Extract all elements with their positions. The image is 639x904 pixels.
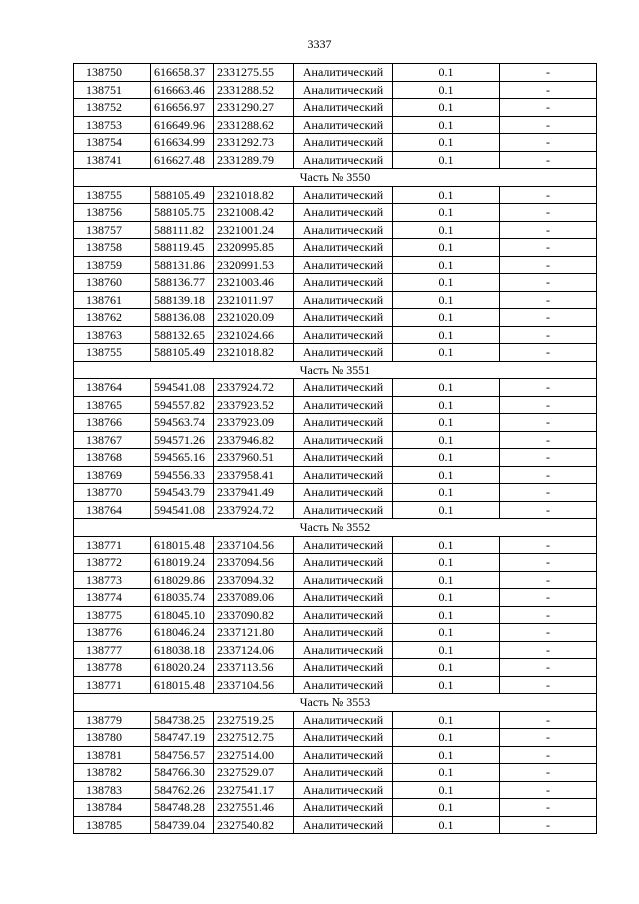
y-coordinate-cell: 2337923.09 [214, 414, 294, 432]
note-cell: - [500, 431, 597, 449]
method-cell: Аналитический [294, 186, 393, 204]
x-coordinate-cell: 594543.79 [151, 484, 214, 502]
table-row [74, 81, 597, 99]
y-coordinate-cell: 2331288.52 [214, 81, 294, 99]
point-id-cell: 138754 [74, 134, 151, 152]
table-row [74, 414, 597, 432]
y-coordinate-cell: 2327551.46 [214, 799, 294, 817]
method-cell: Аналитический [294, 309, 393, 327]
table-row [74, 571, 597, 589]
x-coordinate-cell: 594556.33 [151, 466, 214, 484]
note-cell: - [500, 501, 597, 519]
accuracy-cell: 0.1 [393, 116, 500, 134]
point-id-cell: 138776 [74, 624, 151, 642]
table-row [74, 466, 597, 484]
accuracy-cell: 0.1 [393, 151, 500, 169]
accuracy-cell: 0.1 [393, 326, 500, 344]
y-coordinate-cell: 2331292.73 [214, 134, 294, 152]
point-id-cell: 138758 [74, 239, 151, 257]
point-id-cell: 138766 [74, 414, 151, 432]
y-coordinate-cell: 2337121.80 [214, 624, 294, 642]
x-coordinate-cell: 588119.45 [151, 239, 214, 257]
x-coordinate-cell: 594571.26 [151, 431, 214, 449]
note-cell: - [500, 99, 597, 117]
table-row [74, 484, 597, 502]
method-cell: Аналитический [294, 64, 393, 82]
method-cell: Аналитический [294, 326, 393, 344]
y-coordinate-cell: 2337923.52 [214, 396, 294, 414]
method-cell: Аналитический [294, 554, 393, 572]
x-coordinate-cell: 584756.57 [151, 746, 214, 764]
note-cell: - [500, 64, 597, 82]
x-coordinate-cell: 594541.08 [151, 379, 214, 397]
method-cell: Аналитический [294, 816, 393, 834]
y-coordinate-cell: 2321003.46 [214, 274, 294, 292]
accuracy-cell: 0.1 [393, 414, 500, 432]
method-cell: Аналитический [294, 711, 393, 729]
table-row [74, 309, 597, 327]
accuracy-cell: 0.1 [393, 186, 500, 204]
table-row [74, 501, 597, 519]
accuracy-cell: 0.1 [393, 536, 500, 554]
table-row [74, 291, 597, 309]
x-coordinate-cell: 588132.65 [151, 326, 214, 344]
note-cell: - [500, 291, 597, 309]
note-cell: - [500, 379, 597, 397]
page-number: 3337 [307, 37, 332, 51]
accuracy-cell: 0.1 [393, 256, 500, 274]
y-coordinate-cell: 2337946.82 [214, 431, 294, 449]
table-row [74, 396, 597, 414]
y-coordinate-cell: 2320991.53 [214, 256, 294, 274]
y-coordinate-cell: 2331275.55 [214, 64, 294, 82]
y-coordinate-cell: 2331290.27 [214, 99, 294, 117]
y-coordinate-cell: 2337924.72 [214, 379, 294, 397]
note-cell: - [500, 536, 597, 554]
accuracy-cell: 0.1 [393, 589, 500, 607]
section-header-row [74, 169, 597, 187]
section-title: Часть № 3553 [74, 694, 597, 712]
accuracy-cell: 0.1 [393, 729, 500, 747]
note-cell: - [500, 659, 597, 677]
y-coordinate-cell: 2337094.32 [214, 571, 294, 589]
section-header-row [74, 694, 597, 712]
section-title: Часть № 3551 [74, 361, 597, 379]
accuracy-cell: 0.1 [393, 606, 500, 624]
y-coordinate-cell: 2337089.06 [214, 589, 294, 607]
point-id-cell: 138756 [74, 204, 151, 222]
accuracy-cell: 0.1 [393, 396, 500, 414]
accuracy-cell: 0.1 [393, 571, 500, 589]
accuracy-cell: 0.1 [393, 676, 500, 694]
section-title: Часть № 3552 [74, 519, 597, 537]
method-cell: Аналитический [294, 449, 393, 467]
point-id-cell: 138762 [74, 309, 151, 327]
x-coordinate-cell: 618045.10 [151, 606, 214, 624]
table-row [74, 816, 597, 834]
table-row [74, 326, 597, 344]
point-id-cell: 138772 [74, 554, 151, 572]
accuracy-cell: 0.1 [393, 484, 500, 502]
y-coordinate-cell: 2337104.56 [214, 536, 294, 554]
note-cell: - [500, 186, 597, 204]
method-cell: Аналитический [294, 431, 393, 449]
y-coordinate-cell: 2337113.56 [214, 659, 294, 677]
note-cell: - [500, 256, 597, 274]
table-row [74, 449, 597, 467]
table-row [74, 641, 597, 659]
y-coordinate-cell: 2337094.56 [214, 554, 294, 572]
point-id-cell: 138779 [74, 711, 151, 729]
method-cell: Аналитический [294, 134, 393, 152]
note-cell: - [500, 729, 597, 747]
point-id-cell: 138780 [74, 729, 151, 747]
x-coordinate-cell: 588136.77 [151, 274, 214, 292]
method-cell: Аналитический [294, 729, 393, 747]
table-row [74, 239, 597, 257]
point-id-cell: 138752 [74, 99, 151, 117]
note-cell: - [500, 449, 597, 467]
method-cell: Аналитический [294, 799, 393, 817]
point-id-cell: 138764 [74, 379, 151, 397]
accuracy-cell: 0.1 [393, 466, 500, 484]
table-row [74, 134, 597, 152]
note-cell: - [500, 711, 597, 729]
section-header-row [74, 361, 597, 379]
table-row [74, 431, 597, 449]
x-coordinate-cell: 616658.37 [151, 64, 214, 82]
accuracy-cell: 0.1 [393, 431, 500, 449]
note-cell: - [500, 344, 597, 362]
method-cell: Аналитический [294, 641, 393, 659]
x-coordinate-cell: 588105.49 [151, 186, 214, 204]
method-cell: Аналитический [294, 536, 393, 554]
x-coordinate-cell: 616663.46 [151, 81, 214, 99]
y-coordinate-cell: 2321001.24 [214, 221, 294, 239]
x-coordinate-cell: 588131.86 [151, 256, 214, 274]
coordinates-table [73, 63, 597, 834]
point-id-cell: 138755 [74, 344, 151, 362]
table-row [74, 624, 597, 642]
note-cell: - [500, 606, 597, 624]
table-row [74, 746, 597, 764]
x-coordinate-cell: 584766.30 [151, 764, 214, 782]
point-id-cell: 138785 [74, 816, 151, 834]
note-cell: - [500, 326, 597, 344]
note-cell: - [500, 414, 597, 432]
point-id-cell: 138775 [74, 606, 151, 624]
point-id-cell: 138770 [74, 484, 151, 502]
y-coordinate-cell: 2331289.79 [214, 151, 294, 169]
y-coordinate-cell: 2320995.85 [214, 239, 294, 257]
accuracy-cell: 0.1 [393, 501, 500, 519]
table-row [74, 781, 597, 799]
method-cell: Аналитический [294, 484, 393, 502]
point-id-cell: 138763 [74, 326, 151, 344]
x-coordinate-cell: 594563.74 [151, 414, 214, 432]
method-cell: Аналитический [294, 676, 393, 694]
method-cell: Аналитический [294, 239, 393, 257]
accuracy-cell: 0.1 [393, 379, 500, 397]
note-cell: - [500, 204, 597, 222]
table-row [74, 274, 597, 292]
x-coordinate-cell: 594541.08 [151, 501, 214, 519]
table-row [74, 99, 597, 117]
point-id-cell: 138753 [74, 116, 151, 134]
x-coordinate-cell: 588105.75 [151, 204, 214, 222]
note-cell: - [500, 466, 597, 484]
section-header-row [74, 519, 597, 537]
note-cell: - [500, 676, 597, 694]
table-row [74, 186, 597, 204]
y-coordinate-cell: 2337090.82 [214, 606, 294, 624]
method-cell: Аналитический [294, 344, 393, 362]
accuracy-cell: 0.1 [393, 204, 500, 222]
x-coordinate-cell: 616649.96 [151, 116, 214, 134]
note-cell: - [500, 799, 597, 817]
method-cell: Аналитический [294, 466, 393, 484]
table-row [74, 379, 597, 397]
accuracy-cell: 0.1 [393, 554, 500, 572]
accuracy-cell: 0.1 [393, 309, 500, 327]
table-row [74, 554, 597, 572]
accuracy-cell: 0.1 [393, 746, 500, 764]
table-row [74, 799, 597, 817]
note-cell: - [500, 764, 597, 782]
point-id-cell: 138751 [74, 81, 151, 99]
y-coordinate-cell: 2337958.41 [214, 466, 294, 484]
method-cell: Аналитический [294, 571, 393, 589]
point-id-cell: 138769 [74, 466, 151, 484]
table-row [74, 204, 597, 222]
x-coordinate-cell: 588136.08 [151, 309, 214, 327]
y-coordinate-cell: 2327529.07 [214, 764, 294, 782]
accuracy-cell: 0.1 [393, 221, 500, 239]
method-cell: Аналитический [294, 81, 393, 99]
y-coordinate-cell: 2321018.82 [214, 186, 294, 204]
x-coordinate-cell: 618015.48 [151, 536, 214, 554]
y-coordinate-cell: 2321024.66 [214, 326, 294, 344]
y-coordinate-cell: 2321011.97 [214, 291, 294, 309]
y-coordinate-cell: 2321008.42 [214, 204, 294, 222]
point-id-cell: 138778 [74, 659, 151, 677]
note-cell: - [500, 746, 597, 764]
note-cell: - [500, 589, 597, 607]
method-cell: Аналитический [294, 501, 393, 519]
accuracy-cell: 0.1 [393, 816, 500, 834]
y-coordinate-cell: 2327512.75 [214, 729, 294, 747]
point-id-cell: 138741 [74, 151, 151, 169]
accuracy-cell: 0.1 [393, 641, 500, 659]
note-cell: - [500, 641, 597, 659]
note-cell: - [500, 81, 597, 99]
note-cell: - [500, 239, 597, 257]
method-cell: Аналитический [294, 116, 393, 134]
accuracy-cell: 0.1 [393, 81, 500, 99]
note-cell: - [500, 221, 597, 239]
table-row [74, 589, 597, 607]
x-coordinate-cell: 616627.48 [151, 151, 214, 169]
accuracy-cell: 0.1 [393, 799, 500, 817]
table-row [74, 729, 597, 747]
point-id-cell: 138761 [74, 291, 151, 309]
point-id-cell: 138784 [74, 799, 151, 817]
method-cell: Аналитический [294, 204, 393, 222]
method-cell: Аналитический [294, 291, 393, 309]
section-title: Часть № 3550 [74, 169, 597, 187]
point-id-cell: 138764 [74, 501, 151, 519]
y-coordinate-cell: 2327519.25 [214, 711, 294, 729]
y-coordinate-cell: 2337104.56 [214, 676, 294, 694]
note-cell: - [500, 624, 597, 642]
note-cell: - [500, 571, 597, 589]
method-cell: Аналитический [294, 606, 393, 624]
x-coordinate-cell: 618035.74 [151, 589, 214, 607]
x-coordinate-cell: 584762.26 [151, 781, 214, 799]
point-id-cell: 138773 [74, 571, 151, 589]
table-row [74, 764, 597, 782]
note-cell: - [500, 816, 597, 834]
accuracy-cell: 0.1 [393, 239, 500, 257]
y-coordinate-cell: 2337960.51 [214, 449, 294, 467]
method-cell: Аналитический [294, 379, 393, 397]
note-cell: - [500, 484, 597, 502]
table-row [74, 676, 597, 694]
x-coordinate-cell: 594557.82 [151, 396, 214, 414]
accuracy-cell: 0.1 [393, 624, 500, 642]
method-cell: Аналитический [294, 396, 393, 414]
x-coordinate-cell: 618020.24 [151, 659, 214, 677]
accuracy-cell: 0.1 [393, 274, 500, 292]
y-coordinate-cell: 2321018.82 [214, 344, 294, 362]
note-cell: - [500, 309, 597, 327]
y-coordinate-cell: 2321020.09 [214, 309, 294, 327]
method-cell: Аналитический [294, 624, 393, 642]
note-cell: - [500, 554, 597, 572]
note-cell: - [500, 134, 597, 152]
x-coordinate-cell: 588105.49 [151, 344, 214, 362]
x-coordinate-cell: 588111.82 [151, 221, 214, 239]
x-coordinate-cell: 584739.04 [151, 816, 214, 834]
point-id-cell: 138755 [74, 186, 151, 204]
y-coordinate-cell: 2337941.49 [214, 484, 294, 502]
x-coordinate-cell: 618046.24 [151, 624, 214, 642]
point-id-cell: 138781 [74, 746, 151, 764]
y-coordinate-cell: 2331288.62 [214, 116, 294, 134]
method-cell: Аналитический [294, 414, 393, 432]
table-row [74, 344, 597, 362]
method-cell: Аналитический [294, 659, 393, 677]
accuracy-cell: 0.1 [393, 711, 500, 729]
note-cell: - [500, 116, 597, 134]
note-cell: - [500, 274, 597, 292]
x-coordinate-cell: 618029.86 [151, 571, 214, 589]
accuracy-cell: 0.1 [393, 291, 500, 309]
method-cell: Аналитический [294, 221, 393, 239]
point-id-cell: 138774 [74, 589, 151, 607]
x-coordinate-cell: 618019.24 [151, 554, 214, 572]
x-coordinate-cell: 584747.19 [151, 729, 214, 747]
method-cell: Аналитический [294, 781, 393, 799]
accuracy-cell: 0.1 [393, 764, 500, 782]
point-id-cell: 138771 [74, 536, 151, 554]
table-row [74, 151, 597, 169]
point-id-cell: 138750 [74, 64, 151, 82]
table-row [74, 221, 597, 239]
table-row [74, 606, 597, 624]
method-cell: Аналитический [294, 99, 393, 117]
point-id-cell: 138782 [74, 764, 151, 782]
y-coordinate-cell: 2327514.00 [214, 746, 294, 764]
accuracy-cell: 0.1 [393, 344, 500, 362]
method-cell: Аналитический [294, 764, 393, 782]
point-id-cell: 138765 [74, 396, 151, 414]
method-cell: Аналитический [294, 256, 393, 274]
point-id-cell: 138768 [74, 449, 151, 467]
point-id-cell: 138759 [74, 256, 151, 274]
x-coordinate-cell: 584748.28 [151, 799, 214, 817]
x-coordinate-cell: 616656.97 [151, 99, 214, 117]
table-row [74, 659, 597, 677]
accuracy-cell: 0.1 [393, 99, 500, 117]
table-row [74, 116, 597, 134]
table-row [74, 536, 597, 554]
y-coordinate-cell: 2327540.82 [214, 816, 294, 834]
accuracy-cell: 0.1 [393, 659, 500, 677]
method-cell: Аналитический [294, 746, 393, 764]
x-coordinate-cell: 618038.18 [151, 641, 214, 659]
note-cell: - [500, 151, 597, 169]
x-coordinate-cell: 584738.25 [151, 711, 214, 729]
point-id-cell: 138760 [74, 274, 151, 292]
point-id-cell: 138767 [74, 431, 151, 449]
accuracy-cell: 0.1 [393, 781, 500, 799]
table-row [74, 711, 597, 729]
point-id-cell: 138777 [74, 641, 151, 659]
y-coordinate-cell: 2337924.72 [214, 501, 294, 519]
x-coordinate-cell: 616634.99 [151, 134, 214, 152]
table-row [74, 256, 597, 274]
method-cell: Аналитический [294, 274, 393, 292]
table-row [74, 64, 597, 82]
y-coordinate-cell: 2337124.06 [214, 641, 294, 659]
accuracy-cell: 0.1 [393, 64, 500, 82]
method-cell: Аналитический [294, 589, 393, 607]
x-coordinate-cell: 588139.18 [151, 291, 214, 309]
coordinates-table-body [74, 64, 597, 834]
accuracy-cell: 0.1 [393, 134, 500, 152]
point-id-cell: 138783 [74, 781, 151, 799]
x-coordinate-cell: 594565.16 [151, 449, 214, 467]
point-id-cell: 138771 [74, 676, 151, 694]
point-id-cell: 138757 [74, 221, 151, 239]
accuracy-cell: 0.1 [393, 449, 500, 467]
note-cell: - [500, 781, 597, 799]
note-cell: - [500, 396, 597, 414]
method-cell: Аналитический [294, 151, 393, 169]
y-coordinate-cell: 2327541.17 [214, 781, 294, 799]
x-coordinate-cell: 618015.48 [151, 676, 214, 694]
